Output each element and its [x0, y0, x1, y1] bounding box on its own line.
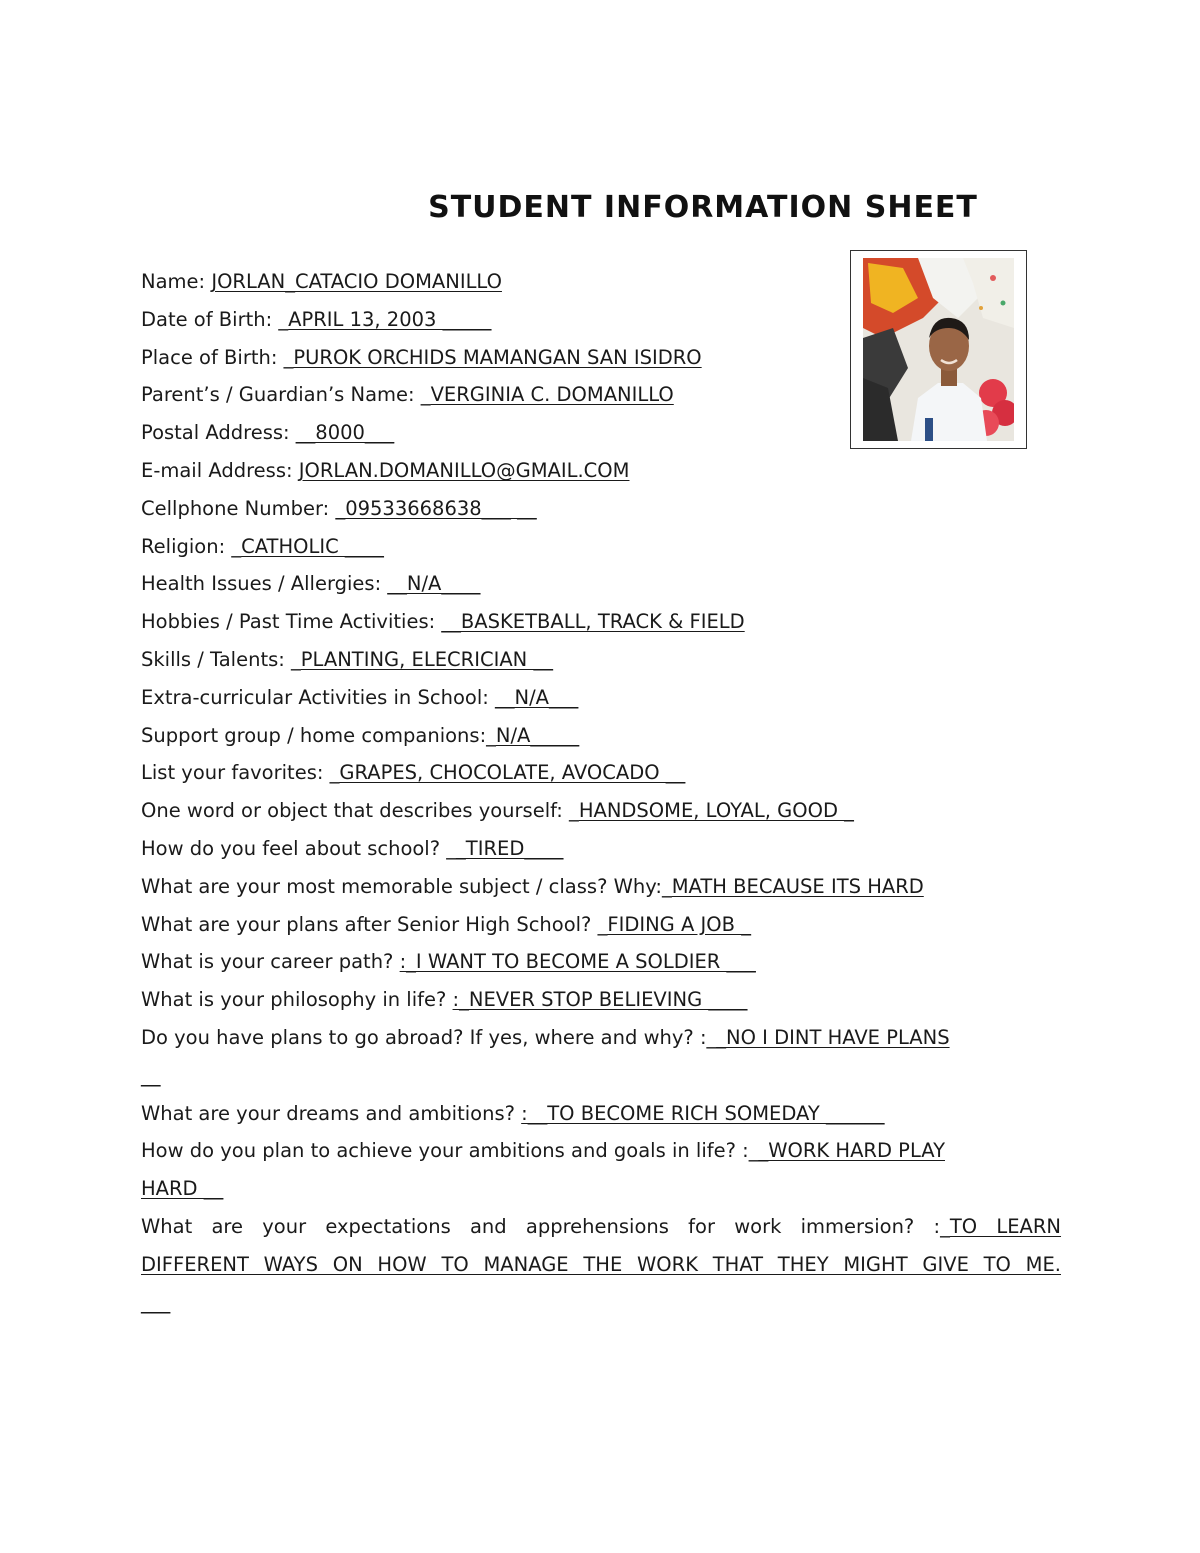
- plans-after-shs-value: FIDING A JOB _: [607, 912, 751, 936]
- field-expectations-continued-2: [141, 1284, 1061, 1322]
- field-skills: Skills / Talents: _PLANTING, ELECRICIAN __: [141, 647, 553, 671]
- hobbies-value: __BASKETBALL, TRACK & FIELD: [441, 610, 745, 634]
- dreams-value: :__TO BECOME RICH SOMEDAY ______: [521, 1101, 885, 1125]
- postal-address-value: __8000___: [295, 421, 395, 445]
- field-memorable-subject: What are your most memorable subject / class? Why:_MATH BECAUSE ITS HARD: [141, 874, 924, 898]
- expectations-value-continued: DIFFERENT WAYS ON HOW TO MANAGE THE WORK THAT THEY MIGHT GIVE TO ME.: [141, 1252, 1061, 1276]
- field-hobbies: Hobbies / Past Time Activities: __BASKETBALL, TRACK & FIELD: [141, 610, 745, 634]
- email-address-value: JORLAN.DOMANILLO@GMAIL.COM: [298, 458, 630, 482]
- field-achieve-goals-continued: [141, 1170, 1061, 1208]
- page-title: STUDENT INFORMATION SHEET: [428, 190, 978, 225]
- field-guardian-name: Parent’s / Guardian’s Name: _VERGINIA C. DOMANILLO: [141, 383, 674, 407]
- field-email-address: E-mail Address: JORLAN.DOMANILLO@GMAIL.COM: [141, 458, 630, 482]
- field-go-abroad: Do you have plans to go abroad? If yes, where and why? :__NO I DINT HAVE PLANS: [141, 1025, 950, 1049]
- field-one-word: One word or object that describes yourself: _HANDSOME, LOYAL, GOOD _: [141, 799, 854, 823]
- feel-about-school-value: _TIRED____: [456, 836, 564, 860]
- field-cellphone-number: Cellphone Number: _09533668638___ __: [141, 496, 537, 520]
- health-issues-value: __N/A____: [387, 572, 481, 596]
- field-plans-after-shs: What are your plans after Senior High School? _FIDING A JOB _: [141, 912, 751, 936]
- field-career-path: What is your career path? :_I WANT TO BECOME A SOLDIER ___: [141, 950, 756, 974]
- field-philosophy: What is your philosophy in life? :_NEVER STOP BELIEVING ____: [141, 988, 748, 1012]
- field-name: Name: JORLAN_CATACIO DOMANILLO: [141, 270, 502, 293]
- field-go-abroad-continued: [141, 1057, 1061, 1095]
- field-health-issues: Health Issues / Allergies: __N/A____: [141, 572, 481, 596]
- guardian-name-value: VERGINIA C. DOMANILLO: [430, 383, 674, 407]
- field-dreams: What are your dreams and ambitions? :__TO BECOME RICH SOMEDAY ______: [141, 1101, 885, 1125]
- achieve-goals-value-continued: HARD __: [141, 1177, 224, 1201]
- philosophy-value: :_NEVER STOP BELIEVING ____: [452, 988, 748, 1012]
- religion-value: CATHOLIC ____: [241, 534, 384, 558]
- favorites-value: GRAPES, CHOCOLATE, AVOCADO __: [339, 761, 686, 785]
- field-expectations: What are your expectations and apprehensions for work immersion? :_TO LEARN: [141, 1214, 1062, 1238]
- field-favorites: List your favorites: _GRAPES, CHOCOLATE, AVOCADO __: [141, 761, 686, 785]
- name-value: JORLAN_CATACIO DOMANILLO: [211, 270, 502, 293]
- field-support-group: Support group / home companions:_N/A_____: [141, 723, 580, 747]
- field-date-of-birth: Date of Birth: _APRIL 13, 2003 _____: [141, 307, 492, 331]
- expectations-value: TO LEARN: [949, 1214, 1062, 1238]
- go-abroad-value-continued: __: [141, 1063, 161, 1087]
- memorable-subject-value: MATH BECAUSE ITS HARD: [671, 874, 924, 898]
- date-of-birth-value: APRIL 13, 2003 _____: [288, 307, 492, 331]
- field-religion: Religion: _CATHOLIC ____: [141, 534, 384, 558]
- achieve-goals-value: _WORK HARD PLAY: [758, 1139, 945, 1163]
- field-extracurricular: Extra-curricular Activities in School: __N/A___: [141, 685, 579, 709]
- go-abroad-value: _NO I DINT HAVE PLANS: [716, 1025, 950, 1049]
- career-path-value: :_I WANT TO BECOME A SOLDIER ___: [399, 950, 756, 974]
- skills-value: PLANTING, ELECRICIAN __: [300, 647, 553, 671]
- extracurricular-value: __N/A___: [495, 685, 579, 709]
- support-group-value: N/A_____: [495, 723, 580, 747]
- one-word-value: HANDSOME, LOYAL, GOOD _: [578, 799, 854, 823]
- field-place-of-birth: Place of Birth: _PUROK ORCHIDS MAMANGAN SAN ISIDRO: [141, 345, 702, 369]
- field-expectations-continued: [141, 1246, 1061, 1284]
- place-of-birth-value: PUROK ORCHIDS MAMANGAN SAN ISIDRO: [293, 345, 702, 369]
- expectations-value-continued-2: ___: [141, 1290, 171, 1314]
- field-achieve-goals: How do you plan to achieve your ambitions and goals in life? :__WORK HARD PLAY: [141, 1139, 945, 1163]
- field-feel-about-school: How do you feel about school? __TIRED____: [141, 836, 564, 860]
- cellphone-number-value: _09533668638___ __: [335, 496, 537, 520]
- student-info-fields: [141, 263, 1061, 1321]
- field-postal-address: Postal Address: __8000___: [141, 421, 395, 445]
